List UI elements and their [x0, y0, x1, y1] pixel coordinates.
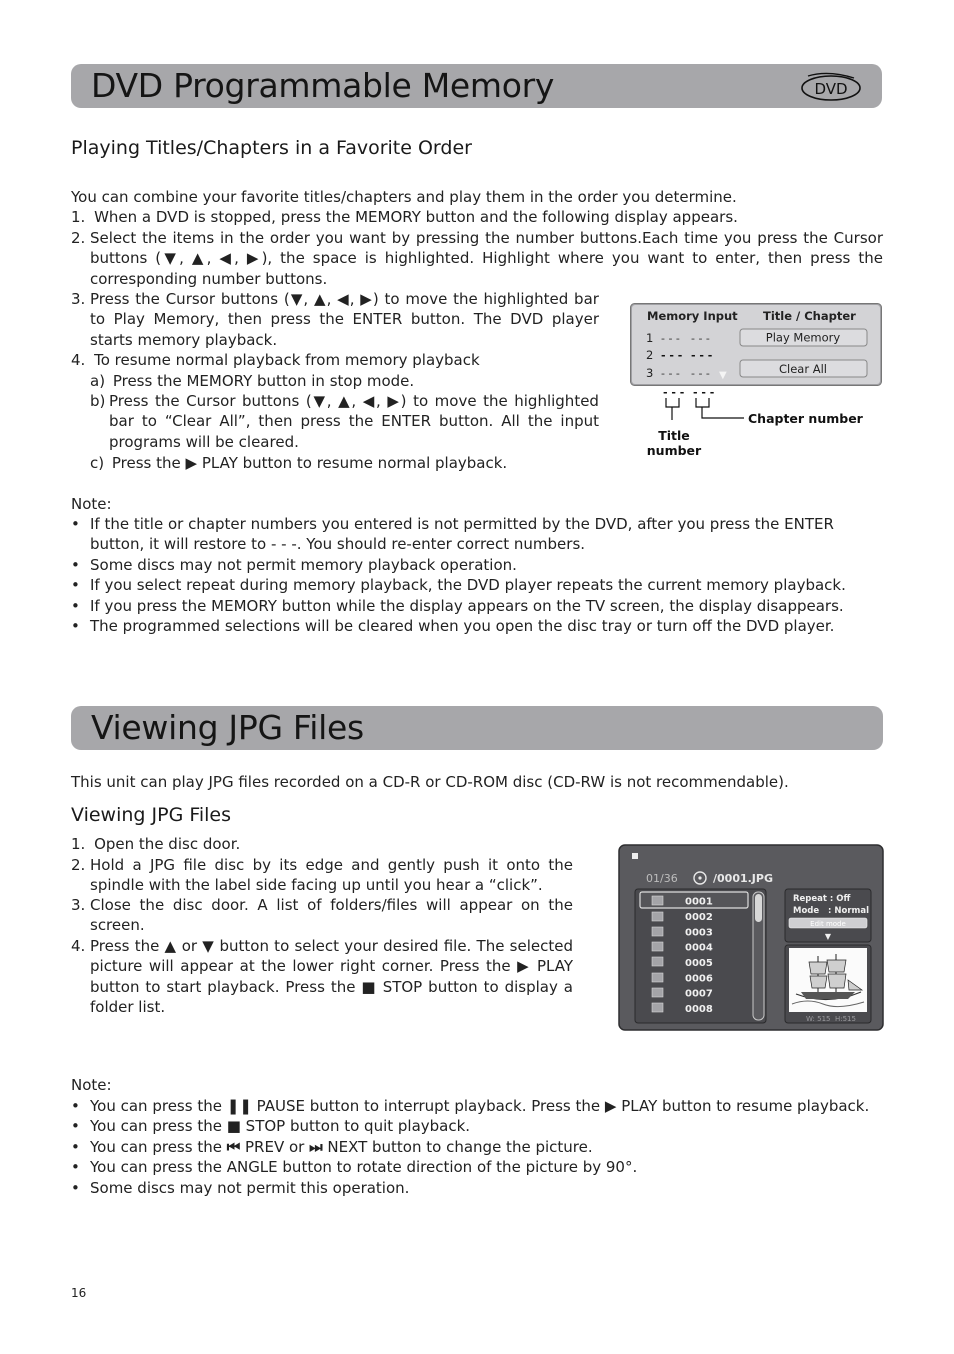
- label-title-number-2: number: [646, 443, 702, 458]
- subtitle-viewing-jpg: Viewing JPG Files: [71, 804, 232, 826]
- svg-text:0002: 0002: [685, 912, 713, 923]
- note-label: Note:: [71, 495, 112, 513]
- note-item: • Some discs may not permit this operation.: [71, 1178, 410, 1197]
- jpg-intro: This unit can play JPG files recorded on a CD-R or CD-ROM disc (CD-RW is not recommendable).: [71, 773, 789, 791]
- dvd-logo-text: DVD: [814, 80, 848, 98]
- substep-letter: a): [90, 372, 106, 390]
- cursor-right-icon: ▶: [387, 392, 401, 410]
- note-item: • The programmed selections will be cleared when you open the disc tray or turn off the DVD player.: [71, 617, 835, 636]
- step-number: 2.: [71, 856, 86, 874]
- title-bracket: [666, 398, 679, 407]
- scrollbar-thumb[interactable]: [755, 894, 762, 922]
- play-icon: ▶: [185, 454, 198, 472]
- mode-status: Mode : Normal: [793, 906, 870, 916]
- step-number: 3.: [71, 290, 86, 308]
- osd-title-slot[interactable]: - - -: [661, 367, 680, 380]
- cursor-left-icon: ◀: [337, 290, 350, 308]
- jpg-file-icon: [652, 1003, 663, 1012]
- jpg-file-icon: [652, 957, 663, 966]
- cursor-right-icon: ▶: [360, 290, 373, 308]
- cursor-left-icon: ◀: [362, 392, 377, 410]
- cursor-up-icon: ▲: [313, 290, 327, 308]
- play-icon: ▶: [517, 957, 531, 976]
- stop-icon: ■: [361, 977, 377, 996]
- step-1: [71, 207, 738, 227]
- osd-chapter-slot[interactable]: - - -: [691, 349, 713, 362]
- memory-input-osd: [628, 302, 884, 462]
- osd-chapter-slot[interactable]: - - -: [691, 367, 710, 380]
- step-number: 4.: [71, 937, 86, 955]
- callout-title-dashes: - - -: [663, 386, 685, 399]
- label-chapter-number: Chapter number: [748, 411, 863, 426]
- note-item: • Some discs may not permit memory playback operation.: [71, 555, 517, 574]
- section-banner-dvd-memory: [71, 64, 882, 108]
- chapter-leader: [702, 407, 744, 418]
- substep-text: Press the Cursor buttons (▼, ▲, ◀, ▶) to move the highlighted bar to “Clear All”, then press the ENTER button. All the input programs will be cleared.: [109, 392, 599, 451]
- step-text: Press the ▲ or ▼ button to select your desired file. The selected picture will appear at the lower right corner. Press the ▶ PLAY button to start playback. Press the ■ STOP button to display a folder list.: [90, 937, 573, 1017]
- svg-text:0008: 0008: [685, 1004, 713, 1015]
- panel-down-arrow-icon: ▼: [824, 932, 832, 941]
- osd-row-number: 1: [646, 331, 654, 345]
- jpg-step-2: [71, 855, 573, 896]
- jpg-step-3: [71, 895, 573, 936]
- osd-header-memory-input: Memory Input: [647, 309, 738, 323]
- jpg-file-icon: [652, 912, 663, 921]
- substep-c: c) Press the ▶ PLAY button to resume normal playback.: [90, 454, 508, 472]
- note-list: [71, 514, 883, 636]
- jpg-file-icon: [652, 942, 663, 951]
- step-number: 1.: [71, 208, 86, 226]
- repeat-status: Repeat : Off: [793, 894, 851, 904]
- cursor-right-icon: ▶: [246, 249, 262, 268]
- jpg-file-icon: [652, 988, 663, 997]
- osd-title-slot[interactable]: - - -: [661, 332, 680, 345]
- step-2: [71, 228, 883, 289]
- play-icon: ▶: [604, 1097, 617, 1115]
- note-item: • If you select repeat during memory playback, the DVD player repeats the current memory playback.: [71, 576, 846, 595]
- up-arrow-icon: ▲: [164, 937, 177, 955]
- down-arrow-icon: ▼: [202, 937, 215, 955]
- step-number: 2.: [71, 229, 86, 247]
- substep-a: [90, 371, 414, 391]
- step-4: [71, 350, 480, 370]
- cursor-down-icon: ▼: [289, 290, 304, 308]
- section-title: DVD Programmable Memory: [91, 66, 555, 105]
- pause-icon: ❚❚: [226, 1097, 252, 1115]
- jpg-step-4: [71, 936, 573, 1018]
- jpg-step-1: [71, 834, 240, 854]
- jpg-file-icon: [652, 896, 663, 905]
- step-text: Close the disc door. A list of folders/files will appear on the screen.: [90, 896, 573, 935]
- osd-row-number: 3: [646, 366, 654, 380]
- jpg-browser-screen: [618, 844, 884, 1032]
- step-text: Hold a JPG file disc by its edge and gently push it onto the spindle with the label side facing up until you hear a “click”.: [90, 856, 573, 895]
- subtitle-favorite-order: Playing Titles/Chapters in a Favorite Order: [71, 137, 472, 159]
- cursor-down-icon: ▼: [161, 249, 180, 268]
- cursor-down-icon: ▼: [311, 392, 327, 410]
- cursor-up-icon: ▲: [338, 392, 352, 410]
- section-banner-jpg: [71, 706, 883, 750]
- note-item: • You can press the ANGLE button to rotate direction of the picture by 90°.: [71, 1158, 638, 1177]
- step-number: 3.: [71, 896, 86, 914]
- substep-text: Press the MEMORY button in stop mode.: [112, 372, 415, 390]
- step-text: Select the items in the order you want by pressing the number buttons.Each time you press the Cursor buttons (▼, ▲, ◀, ▶), the space is highlighted. Highlight where you want to enter, then press the corresponding number buttons.: [90, 229, 883, 288]
- play-memory-label: Play Memory: [765, 330, 841, 345]
- step-text: When a DVD is stopped, press the MEMORY button and the following display appears.: [94, 208, 738, 226]
- svg-text:0005: 0005: [685, 958, 713, 969]
- svg-text:0006: 0006: [685, 973, 713, 985]
- label-title-number: Title: [658, 428, 690, 443]
- substep-letter: b): [90, 392, 106, 410]
- svg-text:0004: 0004: [685, 942, 713, 954]
- stop-indicator-icon: [632, 853, 638, 859]
- svg-text:0001: 0001: [685, 896, 713, 908]
- svg-text:0007: 0007: [685, 988, 713, 1000]
- step-text: Open the disc door.: [94, 835, 241, 853]
- ship-picture-icon: [789, 948, 867, 1012]
- step-number: 4.: [71, 351, 86, 369]
- jpg-file-icon: [652, 973, 663, 982]
- dvd-logo-icon: [798, 70, 864, 104]
- intro-text: You can combine your favorite titles/chapters and play them in the order you determine.: [71, 188, 737, 206]
- svg-text:0003: 0003: [685, 927, 713, 939]
- current-path: /0001.JPG: [713, 872, 773, 885]
- osd-header-title-chapter: Title / Chapter: [763, 309, 856, 323]
- chapter-bracket: [696, 398, 709, 407]
- edit-mode-label: Edit mode: [810, 920, 846, 928]
- substep-b: [90, 391, 599, 452]
- note-item: • If the title or chapter numbers you entered is not permitted by the DVD, after you press the ENTER button, it will restore to - - -. You should re-enter correct numbers.: [71, 515, 834, 554]
- note-item: • You can press the ⏮ PREV or ⏭ NEXT button to change the picture.: [71, 1137, 593, 1156]
- image-dimensions: W: 515 H:515: [806, 1015, 856, 1023]
- clear-all-label: Clear All: [779, 362, 827, 376]
- step-number: 1.: [71, 835, 86, 853]
- substep-letter: c): [90, 454, 105, 472]
- jpg-note-label: Note:: [71, 1076, 112, 1094]
- cursor-left-icon: ◀: [219, 249, 235, 268]
- jpg-file-icon: [652, 927, 663, 936]
- callout-chapter-dashes: - - -: [693, 386, 715, 399]
- prev-icon: ⏮: [226, 1137, 241, 1156]
- note-item: • You can press the ❚❚ PAUSE button to interrupt playback. Press the ▶ PLAY button to resume playback.: [71, 1097, 870, 1115]
- osd-row-number: 2: [646, 348, 654, 362]
- osd-title-slot[interactable]: - - -: [661, 349, 683, 362]
- scroll-down-arrow-icon: ▼: [719, 370, 727, 381]
- cursor-up-icon: ▲: [191, 249, 207, 268]
- next-icon: ⏭: [309, 1137, 323, 1156]
- step-text: Press the Cursor buttons (▼, ▲, ◀, ▶) to move the highlighted bar to Play Memory, then press the ENTER button. The DVD player starts memory playback.: [90, 290, 599, 349]
- page-number: 16: [71, 1286, 87, 1300]
- jpg-note-list: [71, 1096, 883, 1198]
- note-item: • You can press the ■ STOP button to quit playback.: [71, 1117, 471, 1136]
- section-title: Viewing JPG Files: [91, 708, 364, 747]
- step-text: To resume normal playback from memory playback: [94, 351, 480, 369]
- file-counter: 01/36: [646, 872, 678, 885]
- step-3: [71, 289, 599, 350]
- osd-chapter-slot[interactable]: - - -: [691, 332, 710, 345]
- stop-icon: ■: [226, 1117, 241, 1136]
- note-item: • If you press the MEMORY button while the display appears on the TV screen, the display disappears.: [71, 596, 844, 615]
